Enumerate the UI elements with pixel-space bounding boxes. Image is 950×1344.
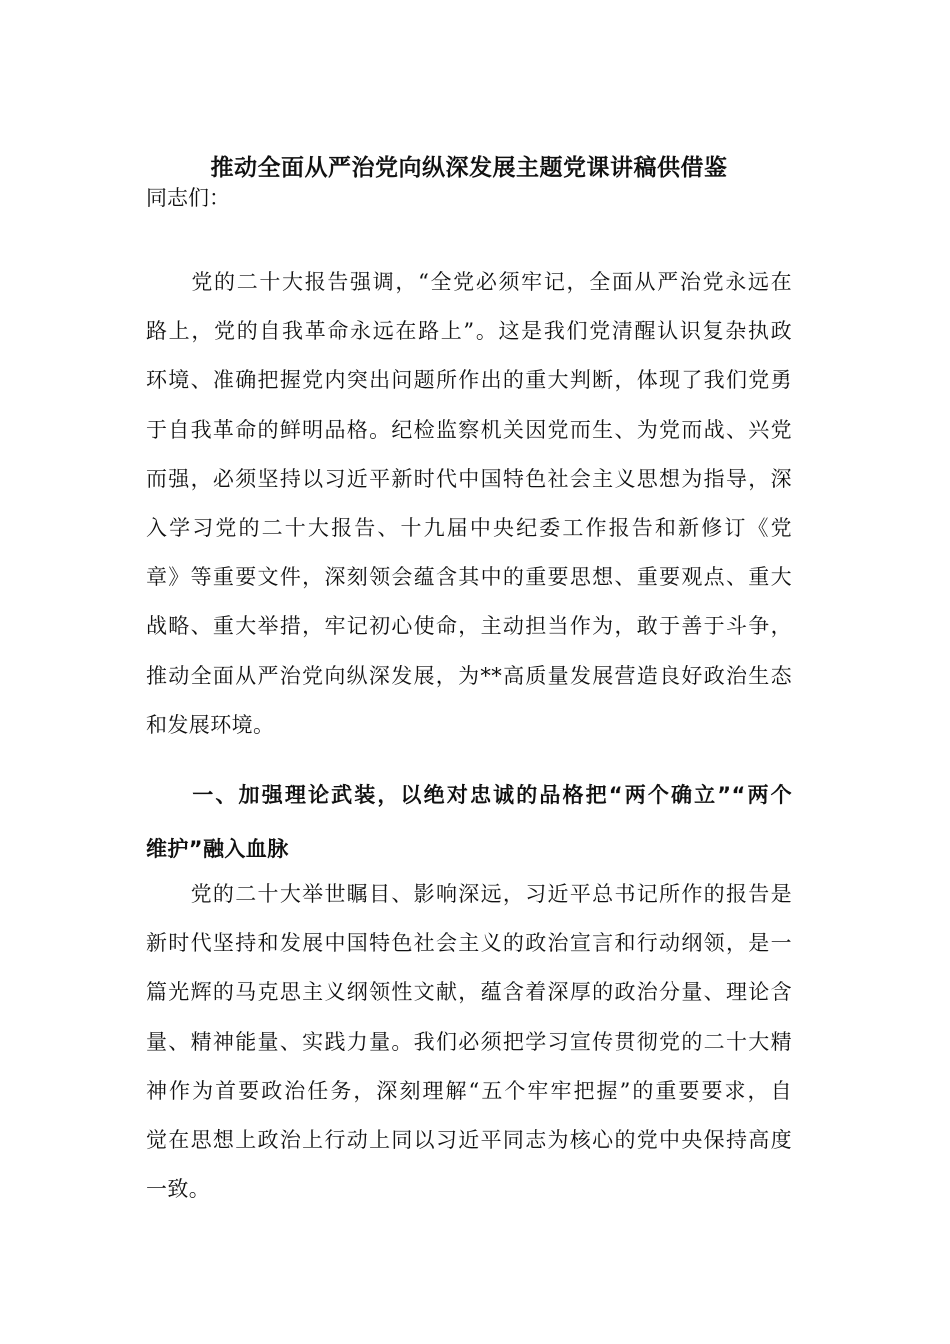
paragraph-line: 路上，党的自我革命永远在路上”。这是我们党清醒认识复杂执政 xyxy=(146,319,792,344)
salutation: 同志们： xyxy=(146,186,230,210)
paragraph-line: 推动全面从严治党向纵深发展，为**高质量发展营造良好政治生态 xyxy=(146,663,792,688)
paragraph-line: 环境、准确把握党内突出问题所作出的重大判断，体现了我们党勇 xyxy=(146,368,792,393)
document-title: 推动全面从严治党向纵深发展主题党课讲稿供借鉴 xyxy=(210,155,728,181)
paragraph-line: 篇光辉的马克思主义纲领性文献，蕴含着深厚的政治分量、理论含 xyxy=(146,980,792,1005)
paragraph-line: 而强，必须坚持以习近平新时代中国特色社会主义思想为指导，深 xyxy=(146,466,792,491)
body-paragraph xyxy=(146,258,792,750)
section-heading xyxy=(146,768,792,876)
paragraph-line: 一致。 xyxy=(146,1177,211,1202)
paragraph-line: 神作为首要政治任务，深刻理解“五个牢牢把握”的重要要求，自 xyxy=(146,1078,792,1103)
paragraph-line: 章》等重要文件，深刻领会蕴含其中的重要思想、重要观点、重大 xyxy=(146,565,792,590)
paragraph-line: 党的二十大举世瞩目、影响深远，习近平总书记所作的报告是 xyxy=(146,882,792,906)
paragraph-line: 于自我革命的鲜明品格。纪检监察机关因党而生、为党而战、兴党 xyxy=(146,417,792,442)
paragraph-line: 战略、重大举措，牢记初心使命，主动担当作为，敢于善于斗争， xyxy=(146,614,792,639)
heading-line: 一、加强理论武装，以绝对忠诚的品格把“两个确立”“两个 xyxy=(146,783,792,807)
body-paragraph xyxy=(146,870,792,1214)
paragraph-line: 量、精神能量、实践力量。我们必须把学习宣传贯彻党的二十大精 xyxy=(146,1029,792,1054)
paragraph-line: 党的二十大报告强调，“全党必须牢记，全面从严治党永远在 xyxy=(146,270,792,294)
paragraph-line: 和发展环境。 xyxy=(146,712,275,737)
paragraph-line: 新时代坚持和发展中国特色社会主义的政治宣言和行动纲领，是一 xyxy=(146,931,792,956)
paragraph-line: 觉在思想上政治上行动上同以习近平同志为核心的党中央保持高度 xyxy=(146,1127,792,1152)
paragraph-line: 入学习党的二十大报告、十九届中央纪委工作报告和新修订《党 xyxy=(146,515,792,540)
heading-line: 维护”融入血脉 xyxy=(146,837,289,861)
